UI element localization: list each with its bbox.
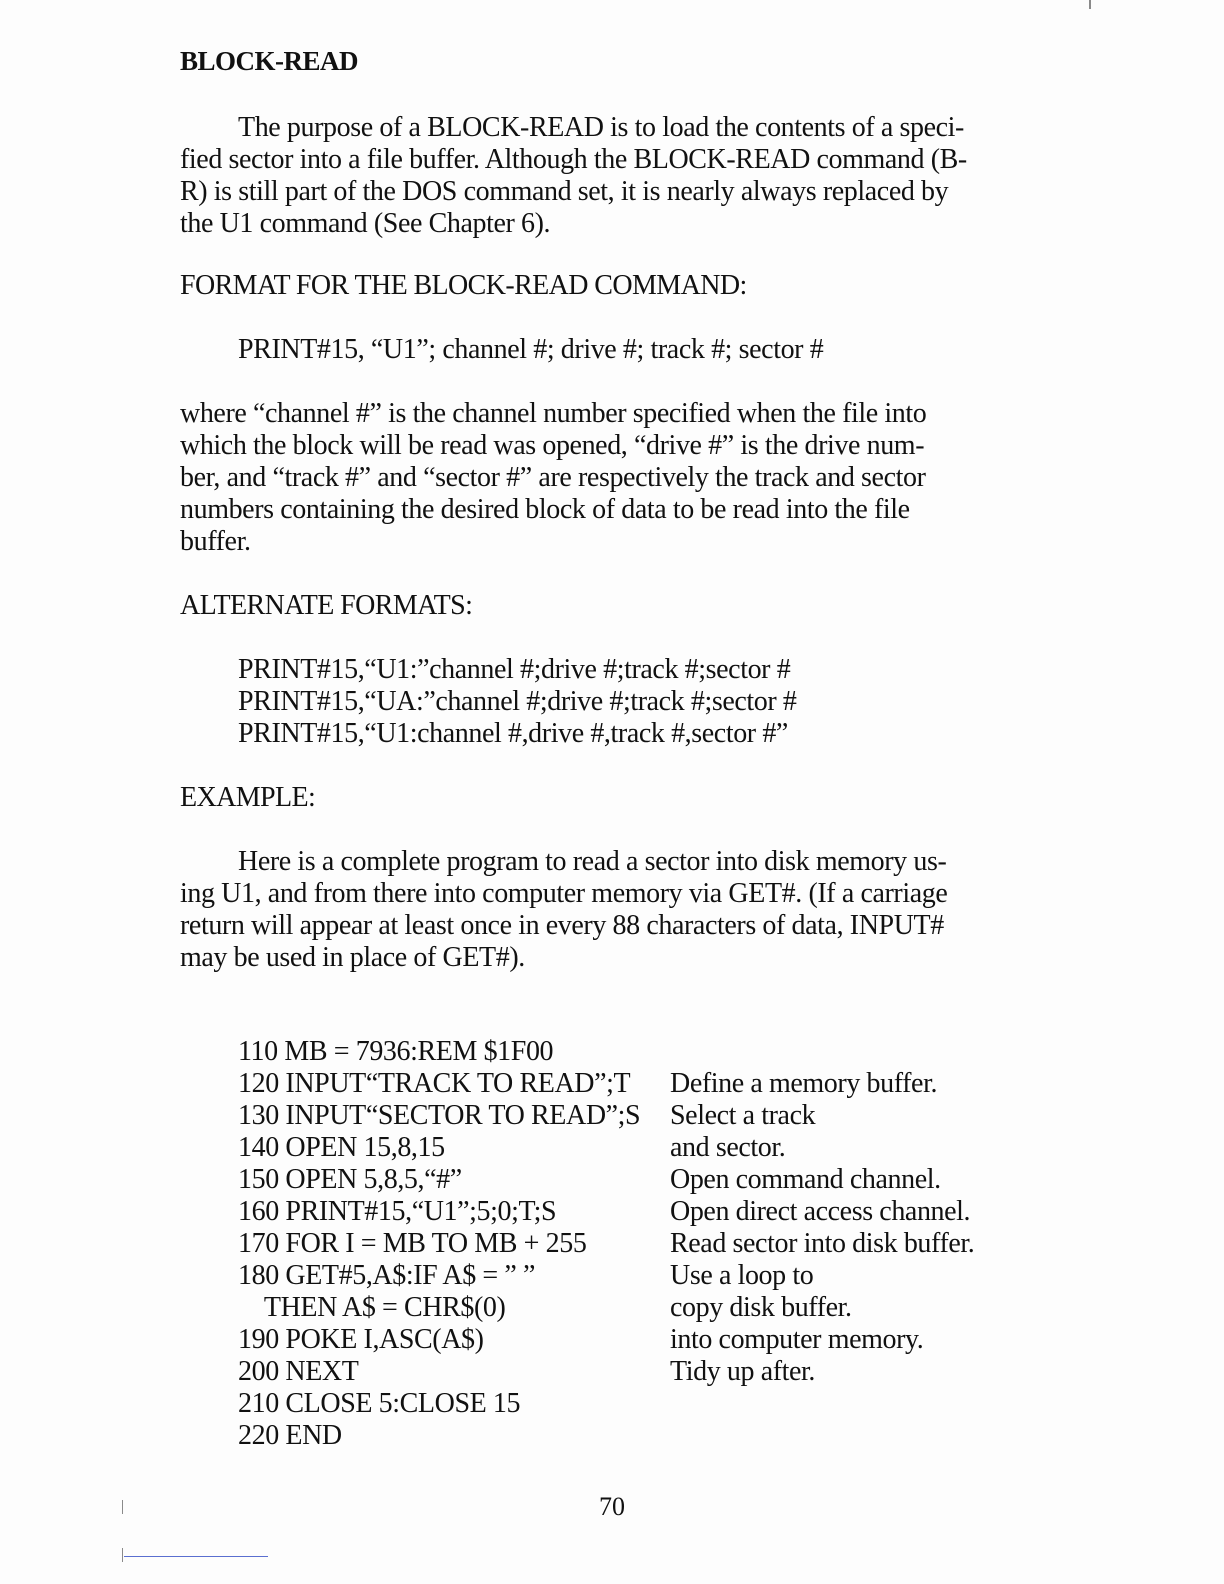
paragraph-line: numbers containing the desired block of data to be read into the file <box>180 494 910 525</box>
intro-paragraph <box>180 112 1040 240</box>
alternate-formats-label: ALTERNATE FORMATS: <box>180 590 473 621</box>
scan-artifact <box>1089 0 1091 9</box>
program-code: 190 POKE I,ASC(A$) <box>238 1324 484 1355</box>
program-comment: Tidy up after. <box>670 1356 816 1387</box>
format-syntax <box>238 334 823 366</box>
example-label: EXAMPLE: <box>180 782 316 813</box>
program-code: THEN A$ = CHR$(0) <box>238 1292 506 1323</box>
paragraph-line: which the block will be read was opened, “drive #” is the drive num- <box>180 430 925 461</box>
scan-artifact <box>122 1548 123 1562</box>
alternate-formats-list <box>238 654 797 750</box>
alternate-format-line: PRINT#15,“U1:channel #,drive #,track #,sector #” <box>238 718 788 749</box>
program-comment: Open direct access channel. <box>670 1196 971 1227</box>
paragraph-line: R) is still part of the DOS command set, it is nearly always replaced by <box>180 176 949 207</box>
program-code: 200 NEXT <box>238 1356 359 1387</box>
paragraph-line: ing U1, and from there into computer memory via GET#. (If a carriage <box>180 878 948 909</box>
paragraph-line: buffer. <box>180 526 251 557</box>
program-comment: into computer memory. <box>670 1324 924 1355</box>
program-comment: Use a loop to <box>670 1260 814 1291</box>
program-code: 220 END <box>238 1420 342 1451</box>
syntax-line: PRINT#15, “U1”; channel #; drive #; track #; sector # <box>238 334 824 365</box>
program-code: 140 OPEN 15,8,15 <box>238 1132 445 1163</box>
program-comment: Read sector into disk buffer. <box>670 1228 975 1259</box>
paragraph-line: the U1 command (See Chapter 6). <box>180 208 551 239</box>
program-listing <box>238 1004 1038 1451</box>
program-code: 180 GET#5,A$:IF A$ = ” ” <box>238 1260 536 1291</box>
program-row <box>238 1356 1038 1419</box>
alternate-format-line: PRINT#15,“U1:”channel #;drive #;track #;sector # <box>238 654 791 685</box>
paragraph-line: fied sector into a file buffer. Although the BLOCK-READ command (B- <box>180 144 967 175</box>
program-comment: Define a memory buffer. <box>670 1068 938 1099</box>
program-code: 170 FOR I = MB TO MB + 255 <box>238 1228 587 1259</box>
alternate-format-line: PRINT#15,“UA:”channel #;drive #;track #;sector # <box>238 686 797 717</box>
scan-artifact <box>122 1500 123 1514</box>
program-comment: copy disk buffer. <box>670 1292 852 1323</box>
program-code: 110 MB = 7936:REM $1F00 <box>238 1036 554 1067</box>
paragraph-line: The purpose of a BLOCK-READ is to load the contents of a speci- <box>238 112 964 143</box>
example-paragraph <box>180 846 1040 974</box>
page-number: 70 <box>599 1492 625 1521</box>
scan-artifact <box>124 1556 268 1557</box>
where-paragraph <box>180 398 1040 558</box>
paragraph-line: where “channel #” is the channel number specified when the file into <box>180 398 927 429</box>
program-code: 210 CLOSE 5:CLOSE 15 <box>238 1388 521 1419</box>
program-comment: Open command channel. <box>670 1164 941 1195</box>
paragraph-line: ber, and “track #” and “sector #” are respectively the track and sector <box>180 462 926 493</box>
format-label: FORMAT FOR THE BLOCK-READ COMMAND: <box>180 270 747 301</box>
program-code: 120 INPUT“TRACK TO READ”;T <box>238 1068 631 1099</box>
paragraph-line: Here is a complete program to read a sector into disk memory us- <box>238 846 947 877</box>
program-comment: Select a track <box>670 1100 816 1131</box>
program-code: 160 PRINT#15,“U1”;5;0;T;S <box>238 1196 557 1227</box>
program-code: 130 INPUT“SECTOR TO READ”;S <box>238 1100 641 1131</box>
program-comment: and sector. <box>670 1132 786 1163</box>
section-heading: BLOCK-READ <box>180 46 359 76</box>
program-code: 150 OPEN 5,8,5,“#” <box>238 1164 462 1195</box>
paragraph-line: may be used in place of GET#). <box>180 942 525 973</box>
paragraph-line: return will appear at least once in every 88 characters of data, INPUT# <box>180 910 944 941</box>
program-row <box>238 1388 1038 1451</box>
